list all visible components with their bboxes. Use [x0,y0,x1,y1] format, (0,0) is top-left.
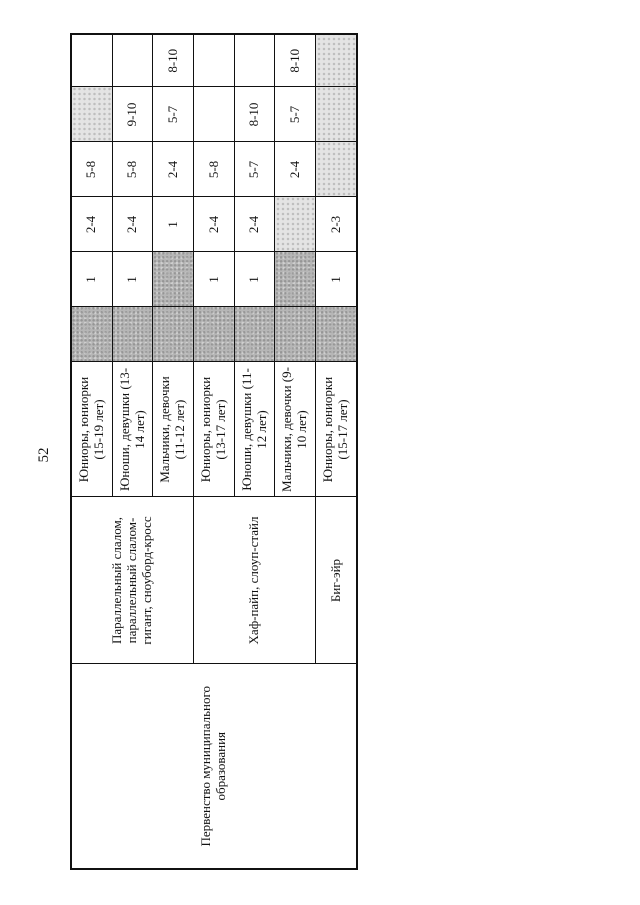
age-group-cell: Юниоры, юниорки (15-17 лет) [316,362,357,497]
age-group-cell: Юноши, девушки (13-14 лет) [112,362,153,497]
place-cell: 8-10 [153,34,194,87]
shaded-cell [194,307,235,362]
place-cell [316,87,357,142]
place-cell [71,34,112,87]
place-cell [112,34,153,87]
place-cell: 8-10 [275,34,316,87]
shaded-cell [275,307,316,362]
place-cell: 1 [153,197,194,252]
place-cell: 2-3 [316,197,357,252]
place-cell: 5-8 [71,142,112,197]
place-cell: 2-4 [275,142,316,197]
place-cell [316,142,357,197]
place-cell: 2-4 [234,197,275,252]
place-cell: 8-10 [234,87,275,142]
place-cell: 1 [71,252,112,307]
place-cell [275,197,316,252]
place-cell [275,252,316,307]
place-cell: 2-4 [71,197,112,252]
age-group-cell: Юниоры, юниорки (13-17 лет) [194,362,235,497]
age-group-cell: Юноши, девушки (11-12 лет) [234,362,275,497]
place-cell [71,87,112,142]
place-cell: 2-4 [112,197,153,252]
discipline-cell: Биг-эйр [316,497,357,664]
place-cell [194,34,235,87]
place-cell: 1 [316,252,357,307]
place-cell: 5-7 [275,87,316,142]
place-cell: 5-8 [194,142,235,197]
shaded-cell [112,307,153,362]
page-number: 52 [36,447,52,463]
place-cell [194,87,235,142]
shaded-cell [153,307,194,362]
age-group-cell: Юниоры, юниорки (15-19 лет) [71,362,112,497]
place-cell: 1 [194,252,235,307]
place-cell: 9-10 [112,87,153,142]
shaded-cell [71,307,112,362]
place-cell: 5-8 [112,142,153,197]
place-cell: 1 [234,252,275,307]
shaded-cell [234,307,275,362]
results-table [70,33,358,870]
age-group-cell: Мальчики, девочки (11-12 лет) [153,362,194,497]
place-cell: 2-4 [194,197,235,252]
discipline-cell: Хаф-пайп, слоуп-стайл [194,497,316,664]
age-group-cell: Мальчики, девочки (9-10 лет) [275,362,316,497]
shaded-cell [316,307,357,362]
rotated-table-wrapper [70,35,358,870]
place-cell [153,252,194,307]
competition-cell: Первенство муниципального образования [71,664,357,869]
discipline-cell: Параллельный слалом, параллельный слалом-гигант, сноуборд-кросс [71,497,194,664]
table-row [71,34,112,869]
place-cell [234,34,275,87]
place-cell: 5-7 [153,87,194,142]
place-cell [316,34,357,87]
place-cell: 5-7 [234,142,275,197]
place-cell: 1 [112,252,153,307]
place-cell: 2-4 [153,142,194,197]
